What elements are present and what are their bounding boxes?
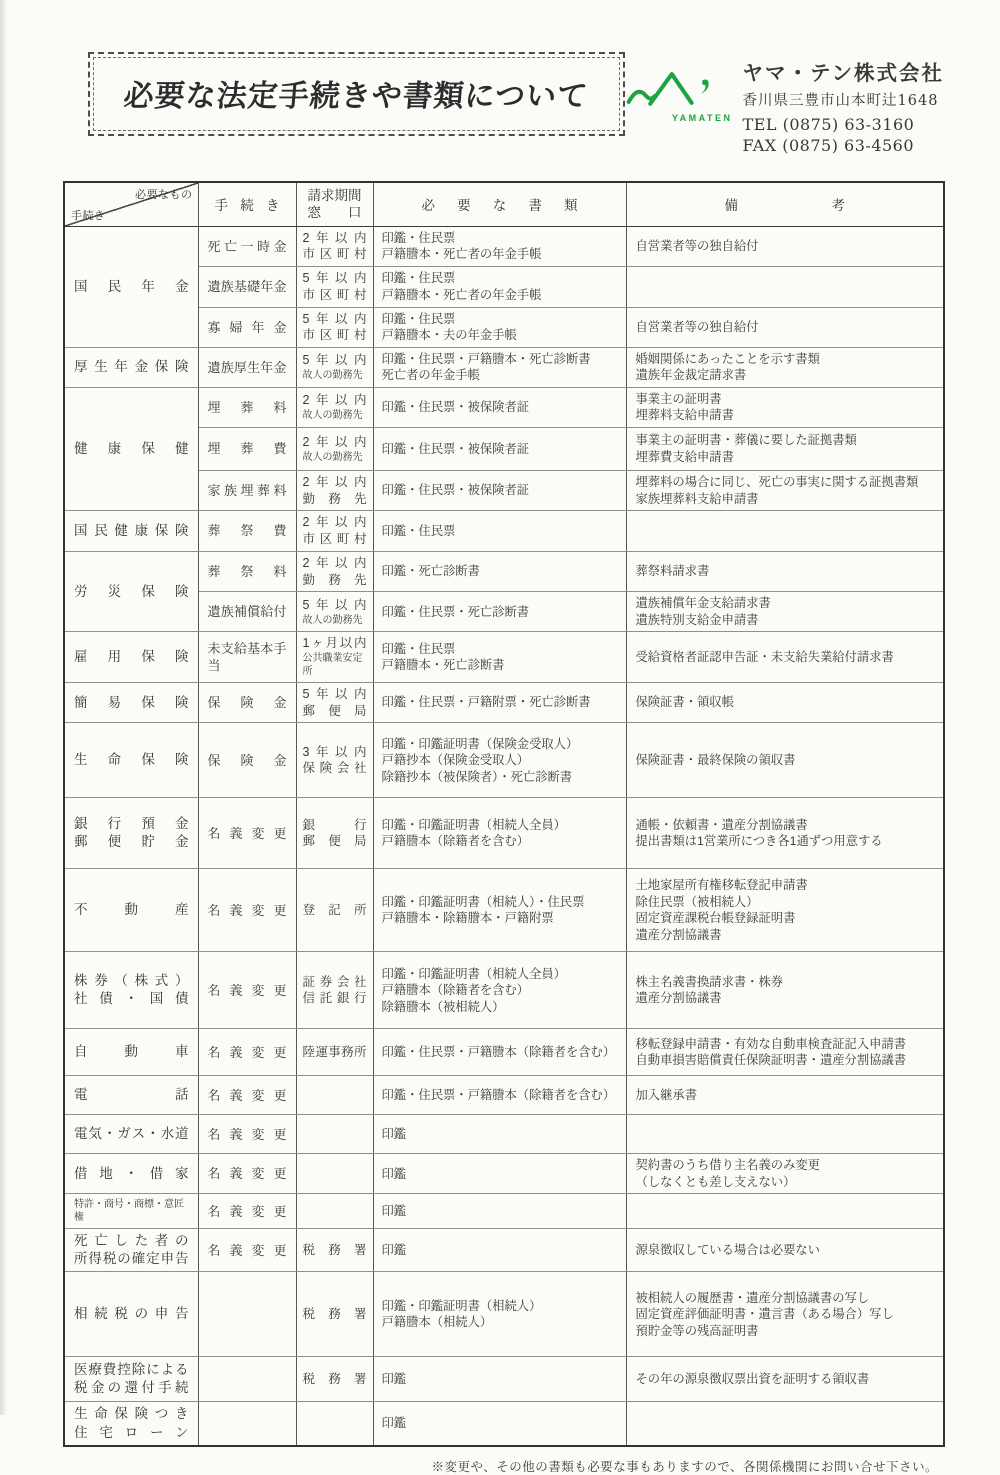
procedure-name-cell: 国民年金 bbox=[64, 226, 198, 348]
period-window-cell: 2年以内 勤務先 bbox=[296, 551, 373, 592]
corner-label-bottom: 手続き bbox=[71, 209, 106, 222]
period-window-cell: 税務署 bbox=[296, 1229, 373, 1272]
procedure-name-cell: 自動車 bbox=[64, 1029, 198, 1076]
remarks-cell: 婚姻関係にあったことを示す書類 遺族年金裁定請求書 bbox=[626, 348, 944, 388]
remarks-cell: その年の源泉徴収票出資を証明する領収書 bbox=[626, 1357, 944, 1402]
company-tel: TEL (0875) 63-3160 bbox=[742, 115, 915, 134]
mountain-logo-icon bbox=[625, 66, 733, 110]
procedure-type-cell: 遺族基礎年金 bbox=[198, 267, 296, 308]
period-window-cell: 1ヶ月以内 公共職業安定所 bbox=[296, 632, 373, 683]
procedure-type-cell: 名義変更 bbox=[198, 1229, 296, 1272]
table-body bbox=[64, 226, 944, 1446]
documents-cell: 印鑑・住民票・戸籍附票・死亡診断書 bbox=[373, 682, 626, 723]
table-header-row bbox=[64, 182, 944, 226]
table-row bbox=[64, 952, 944, 1029]
company-block bbox=[625, 52, 944, 157]
period-window-cell bbox=[296, 1402, 373, 1446]
table-row bbox=[64, 1154, 944, 1194]
procedures-table bbox=[63, 181, 945, 1447]
remarks-cell: 株主名義書換請求書・株券 遺産分割協議書 bbox=[626, 952, 944, 1029]
remarks-cell: 契約書のうち借り主名義のみ変更 （しなくとも差し支えない） bbox=[626, 1154, 944, 1194]
column-header-remarks: 備考 bbox=[626, 182, 944, 226]
procedure-type-cell: 遺族厚生年金 bbox=[198, 348, 296, 388]
period-window-cell: 2年以内 故人の勤務先 bbox=[296, 387, 373, 427]
remarks-cell: 葬祭料請求書 bbox=[626, 551, 944, 592]
period-window-cell: 登記所 bbox=[296, 869, 373, 952]
procedure-type-cell: 家族埋葬料 bbox=[198, 470, 296, 511]
column-header-period-window: 請求期間 窓口 bbox=[296, 182, 373, 226]
documents-cell: 印鑑・印鑑証明書（相続人全員） 戸籍謄本（除籍者を含む） bbox=[373, 798, 626, 869]
procedure-type-cell: 名義変更 bbox=[198, 869, 296, 952]
remarks-cell: 源泉徴収している場合は必要ない bbox=[626, 1229, 944, 1272]
documents-cell: 印鑑 bbox=[373, 1402, 626, 1446]
procedure-type-cell: 寡婦年金 bbox=[198, 307, 296, 348]
remarks-cell bbox=[626, 511, 944, 552]
table-row bbox=[64, 1229, 944, 1272]
table-row bbox=[64, 798, 944, 869]
page-title: 必要な法定手続きや書類について bbox=[122, 80, 590, 113]
procedure-name-cell: 相続税の申告 bbox=[64, 1272, 198, 1357]
corner-label-top: 必要なもの bbox=[135, 189, 193, 201]
procedure-type-cell: 名義変更 bbox=[198, 1076, 296, 1115]
procedure-name-cell: 雇用保険 bbox=[64, 632, 198, 683]
period-window-cell: 2年以内 市区町村 bbox=[296, 226, 373, 267]
remarks-cell: 埋葬料の場合に同じ、死亡の事実に関する証拠書類 家族埋葬料支給申請書 bbox=[626, 470, 944, 511]
remarks-cell bbox=[626, 1115, 944, 1154]
period-window-cell bbox=[296, 1076, 373, 1115]
documents-cell: 印鑑・印鑑証明書（相続人）・住民票 戸籍謄本・除籍謄本・戸籍附票 bbox=[373, 869, 626, 952]
company-name: ヤマ・テン株式会社 bbox=[742, 61, 944, 85]
procedure-name-cell: 簡易保険 bbox=[64, 682, 198, 723]
company-address: 香川県三豊市山本町辻1648 bbox=[742, 93, 939, 109]
remarks-cell bbox=[626, 1194, 944, 1229]
period-window-cell: 5年以内 市区町村 bbox=[296, 267, 373, 308]
remarks-cell: 被相続人の履歴書・遺産分割協議書の写し 固定資産評価証明書・遺言書（ある場合）写し 預貯金等の残高証明書 bbox=[626, 1272, 944, 1357]
documents-cell: 印鑑 bbox=[373, 1115, 626, 1154]
period-window-cell bbox=[296, 1154, 373, 1194]
table-row bbox=[64, 1076, 944, 1115]
documents-cell: 印鑑・住民票・戸籍謄本（除籍者を含む） bbox=[373, 1076, 626, 1115]
footnote: ※変更や、その他の書類も必要な事もありますので、各関係機関にお問い合せ下さい。 bbox=[431, 1459, 938, 1474]
procedure-type-cell: 死亡一時金 bbox=[198, 226, 296, 267]
documents-cell: 印鑑・住民票・被保険者証 bbox=[373, 427, 626, 470]
documents-cell: 印鑑・住民票・死亡診断書 bbox=[373, 592, 626, 632]
table-row bbox=[64, 1029, 944, 1076]
documents-cell: 印鑑 bbox=[373, 1194, 626, 1229]
column-header-documents: 必要な書類 bbox=[373, 182, 626, 226]
table-row bbox=[64, 1272, 944, 1357]
documents-cell: 印鑑・住民票・戸籍謄本・死亡診断書 死亡者の年金手帳 bbox=[373, 348, 626, 388]
procedure-type-cell: 埋葬料 bbox=[198, 387, 296, 427]
documents-cell: 印鑑・住民票 bbox=[373, 511, 626, 552]
documents-cell: 印鑑・住民票 戸籍謄本・夫の年金手帳 bbox=[373, 307, 626, 348]
period-window-cell: 2年以内 故人の勤務先 bbox=[296, 427, 373, 470]
table-row bbox=[64, 1194, 944, 1229]
table-row bbox=[64, 551, 944, 592]
period-window-cell: 陸運事務所 bbox=[296, 1029, 373, 1076]
procedure-name-cell: 医療費控除による 税金の還付手続 bbox=[64, 1357, 198, 1402]
table-row bbox=[64, 869, 944, 952]
remarks-cell: 事業主の証明書 埋葬料支給申請書 bbox=[626, 387, 944, 427]
procedure-type-cell: 名義変更 bbox=[198, 1154, 296, 1194]
procedure-type-cell: 未支給基本手当 bbox=[198, 632, 296, 683]
documents-cell: 印鑑・住民票・戸籍謄本（除籍者を含む） bbox=[373, 1029, 626, 1076]
documents-cell: 印鑑・印鑑証明書（相続人全員） 戸籍謄本（除籍者を含む） 除籍謄本（被相続人） bbox=[373, 952, 626, 1029]
documents-cell: 印鑑・印鑑証明書（相続人） 戸籍謄本（相続人） bbox=[373, 1272, 626, 1357]
table-row bbox=[64, 511, 944, 552]
table-row bbox=[64, 723, 944, 798]
table-row bbox=[64, 348, 944, 388]
remarks-cell: 自営業者等の独自給付 bbox=[626, 226, 944, 267]
remarks-cell: 土地家屋所有権移転登記申請書 除住民票（被相続人） 固定資産課税台帳登録証明書 遺産分割協議書 bbox=[626, 869, 944, 952]
procedure-type-cell: 保険金 bbox=[198, 682, 296, 723]
procedure-name-cell: 借地・借家 bbox=[64, 1154, 198, 1194]
procedure-name-cell: 国民健康保険 bbox=[64, 511, 198, 552]
column-header-procedure: 手続き bbox=[198, 182, 296, 226]
period-window-cell bbox=[296, 1194, 373, 1229]
remarks-cell: 保険証書・領収帳 bbox=[626, 682, 944, 723]
remarks-cell: 加入継承書 bbox=[626, 1076, 944, 1115]
procedure-type-cell: 遺族補償給付 bbox=[198, 592, 296, 632]
procedure-name-cell: 健康保健 bbox=[64, 387, 198, 510]
procedure-type-cell: 名義変更 bbox=[198, 1115, 296, 1154]
table-row bbox=[64, 1115, 944, 1154]
period-window-cell: 5年以内 故人の勤務先 bbox=[296, 592, 373, 632]
procedure-name-cell: 株券（株式） 社債・国債 bbox=[64, 952, 198, 1029]
documents-cell: 印鑑・住民票 戸籍謄本・死亡診断書 bbox=[373, 632, 626, 683]
period-window-cell: 3年以内 保険会社 bbox=[296, 723, 373, 798]
procedure-type-cell: 保険金 bbox=[198, 723, 296, 798]
procedure-type-cell: 葬祭料 bbox=[198, 551, 296, 592]
period-window-cell: 2年以内 市区町村 bbox=[296, 511, 373, 552]
procedure-name-cell: 死亡した者の 所得税の確定申告 bbox=[64, 1229, 198, 1272]
procedure-name-cell: 生命保険つき 住宅ローン bbox=[64, 1402, 198, 1446]
documents-cell: 印鑑・住民票 戸籍謄本・死亡者の年金手帳 bbox=[373, 267, 626, 308]
period-window-cell: 銀行 郵便局 bbox=[296, 798, 373, 869]
table-row bbox=[64, 1357, 944, 1402]
remarks-cell: 自営業者等の独自給付 bbox=[626, 307, 944, 348]
documents-cell: 印鑑 bbox=[373, 1229, 626, 1272]
procedure-type-cell: 名義変更 bbox=[198, 1194, 296, 1229]
procedure-name-cell: 不動産 bbox=[64, 869, 198, 952]
title-frame bbox=[88, 52, 625, 136]
remarks-cell bbox=[626, 1402, 944, 1446]
procedure-name-cell: 電気・ガス・水道 bbox=[64, 1115, 198, 1154]
procedure-name-cell: 厚生年金保険 bbox=[64, 348, 198, 388]
documents-cell: 印鑑・住民票 戸籍謄本・死亡者の年金手帳 bbox=[373, 226, 626, 267]
remarks-cell: 受給資格者証認申告証・未支給失業給付請求書 bbox=[626, 632, 944, 683]
remarks-cell bbox=[626, 267, 944, 308]
logo-wordmark: YAMATEN bbox=[672, 113, 733, 123]
procedure-name-cell: 生命保険 bbox=[64, 723, 198, 798]
table-row bbox=[64, 387, 944, 427]
procedure-type-cell bbox=[198, 1272, 296, 1357]
procedure-name-cell: 特許・商号・商標・意匠権 bbox=[64, 1194, 198, 1229]
procedure-type-cell: 名義変更 bbox=[198, 1029, 296, 1076]
period-window-cell: 証券会社 信託銀行 bbox=[296, 952, 373, 1029]
period-window-cell: 税務署 bbox=[296, 1357, 373, 1402]
procedure-name-cell: 労災保険 bbox=[64, 551, 198, 631]
procedure-type-cell: 名義変更 bbox=[198, 798, 296, 869]
remarks-cell: 遺族補償年金支給請求書 遺族特別支給金申請書 bbox=[626, 592, 944, 632]
remarks-cell: 移転登録申請書・有効な自動車検査証記入申請書 自動車損害賠償責任保険証明書・遺産分割協議書 bbox=[626, 1029, 944, 1076]
documents-cell: 印鑑・死亡診断書 bbox=[373, 551, 626, 592]
remarks-cell: 保険証書・最終保険の領収書 bbox=[626, 723, 944, 798]
procedure-type-cell: 葬祭費 bbox=[198, 511, 296, 552]
period-window-cell: 2年以内 勤務先 bbox=[296, 470, 373, 511]
table-row bbox=[64, 1402, 944, 1446]
documents-cell: 印鑑・住民票・被保険者証 bbox=[373, 387, 626, 427]
procedure-name-cell: 銀行預金 郵便貯金 bbox=[64, 798, 198, 869]
procedure-type-cell bbox=[198, 1357, 296, 1402]
period-window-cell bbox=[296, 1115, 373, 1154]
documents-cell: 印鑑・住民票・被保険者証 bbox=[373, 470, 626, 511]
table-row bbox=[64, 682, 944, 723]
remarks-cell: 通帳・依頼書・遺産分割協議書 提出書類は1営業所につき各1通ずつ用意する bbox=[626, 798, 944, 869]
document-header bbox=[0, 0, 1000, 157]
procedure-type-cell: 埋葬費 bbox=[198, 427, 296, 470]
period-window-cell: 税務署 bbox=[296, 1272, 373, 1357]
remarks-cell: 事業主の証明書・葬儀に要した証拠書類 埋葬費支給申請書 bbox=[626, 427, 944, 470]
table-row bbox=[64, 226, 944, 267]
documents-cell: 印鑑 bbox=[373, 1357, 626, 1402]
company-fax: FAX (0875) 63-4560 bbox=[742, 136, 915, 155]
documents-cell: 印鑑・印鑑証明書（保険金受取人） 戸籍抄本（保険金受取人） 除籍抄本（被保険者）・死亡診断書 bbox=[373, 723, 626, 798]
period-window-cell: 5年以内 市区町村 bbox=[296, 307, 373, 348]
corner-header-cell bbox=[64, 182, 198, 226]
period-window-cell: 5年以内 郵便局 bbox=[296, 682, 373, 723]
period-window-cell: 5年以内 故人の勤務先 bbox=[296, 348, 373, 388]
procedure-name-cell: 電話 bbox=[64, 1076, 198, 1115]
procedure-type-cell bbox=[198, 1402, 296, 1446]
table-row bbox=[64, 632, 944, 683]
procedure-type-cell: 名義変更 bbox=[198, 952, 296, 1029]
documents-cell: 印鑑 bbox=[373, 1154, 626, 1194]
